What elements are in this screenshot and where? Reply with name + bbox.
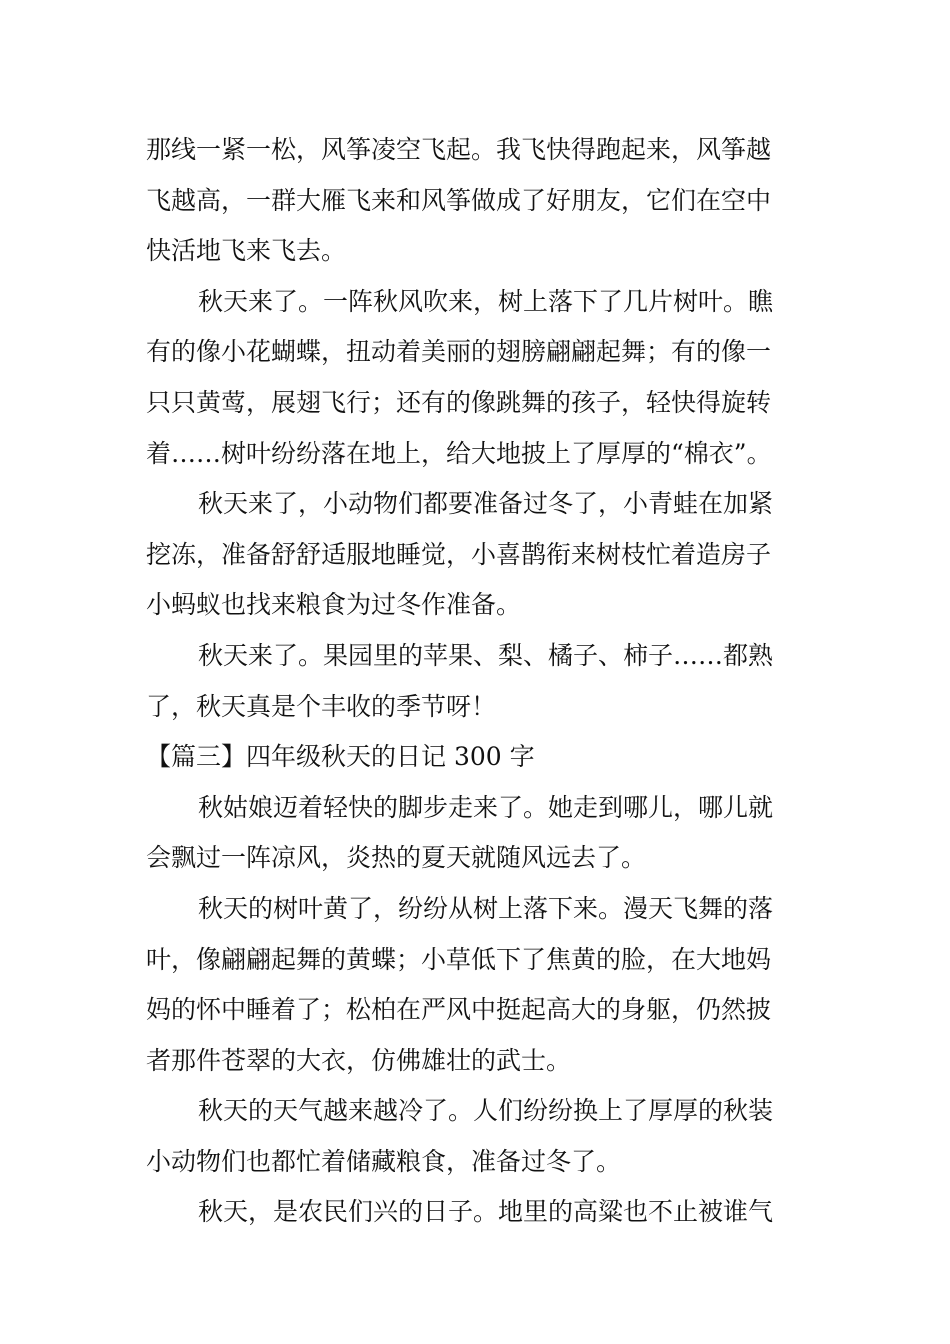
section-heading: 【篇三】四年级秋天的日记 300 字 (146, 742, 535, 772)
text-line: 了，秋天真是个丰收的季节呀！ (146, 691, 497, 721)
text-line: 叶，像翩翩起舞的黄蝶；小草低下了焦黄的脸，在大地妈 (146, 944, 772, 974)
text-line: 秋天的天气越来越冷了。人们纷纷换上了厚厚的秋装 (198, 1096, 774, 1126)
text-line: 妈的怀中睡着了；松柏在严风中挺起高大的身躯，仍然披 (146, 995, 772, 1025)
text-line: 着……树叶纷纷落在地上，给大地披上了厚厚的“棉衣”。 (146, 438, 772, 468)
text-line: 快活地飞来飞去。 (146, 236, 347, 266)
text-line: 秋天来了。果园里的苹果、梨、橘子、柿子……都熟 (198, 640, 774, 670)
document-body (146, 125, 806, 1238)
text-line: 秋姑娘迈着轻快的脚步走来了。她走到哪儿，哪儿就 (198, 792, 774, 822)
text-line: 小蚂蚁也找来粮食为过冬作准备。 (146, 590, 522, 620)
text-line: 飞越高，一群大雁飞来和风筝做成了好朋友，它们在空中 (146, 185, 772, 215)
text-line: 那线一紧一松，风筝凌空飞起。我飞快得跑起来，风筝越 (146, 135, 772, 164)
text-line: 小动物们也都忙着储藏粮食，准备过冬了。 (146, 1146, 622, 1176)
text-line: 秋天，是农民们兴的日子。地里的高粱也不止被谁气 (198, 1197, 774, 1227)
text-line: 挖冻，准备舒舒适服地睡觉，小喜鹊衔来树枝忙着造房子 (146, 539, 772, 569)
text-line: 会飘过一阵凉风，炎热的夏天就随风远去了。 (146, 843, 647, 873)
text-line: 只只黄莺，展翅飞行；还有的像跳舞的孩子，轻快得旋转 (146, 387, 772, 417)
text-line: 有的像小花蝴蝶，扭动着美丽的翅膀翩翩起舞；有的像一 (146, 337, 772, 367)
text-line: 秋天来了。一阵秋风吹来，树上落下了几片树叶。瞧 (198, 286, 774, 316)
text-line: 秋天的树叶黄了，纷纷从树上落下来。漫天飞舞的落 (198, 893, 774, 923)
text-line: 秋天来了，小动物们都要准备过冬了，小青蛙在加紧 (198, 489, 774, 519)
text-line: 者那件苍翠的大衣，仿佛雄壮的武士。 (146, 1045, 572, 1075)
